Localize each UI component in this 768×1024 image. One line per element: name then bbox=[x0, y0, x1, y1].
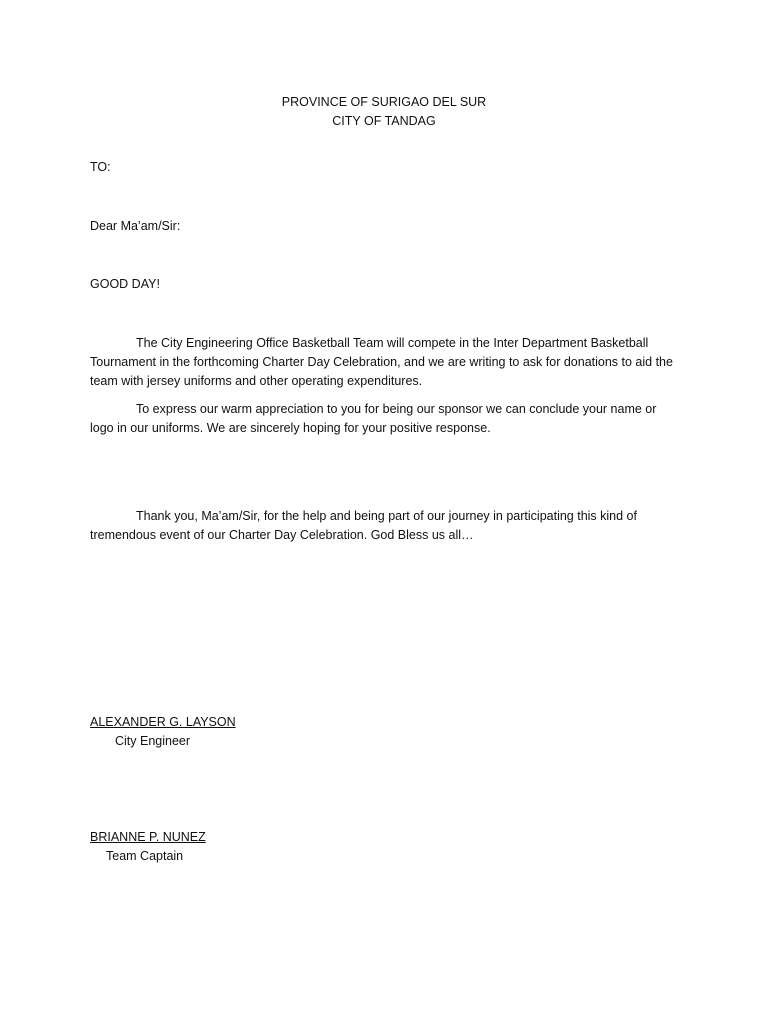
body-paragraph-2: To express our warm appreciation to you for being our sponsor we can conclude your name or logo in our uniforms. We are sincerely hoping for your positive response. bbox=[90, 402, 657, 435]
letter-header bbox=[0, 93, 768, 131]
to-label: TO: bbox=[90, 160, 111, 174]
salutation: Dear Ma’am/Sir: bbox=[90, 219, 181, 233]
signatory-name-2: BRIANNE P. NUNEZ bbox=[90, 830, 206, 844]
province-heading: PROVINCE OF SURIGAO DEL SUR bbox=[281, 95, 487, 109]
signatory-name-1: ALEXANDER G. LAYSON bbox=[90, 715, 236, 729]
city-heading: CITY OF TANDAG bbox=[332, 114, 436, 128]
signatory-title-1: City Engineer bbox=[115, 734, 191, 748]
signatory-title-2: Team Captain bbox=[106, 849, 184, 863]
body-paragraph-3: Thank you, Ma’am/Sir, for the help and being part of our journey in participating this kind of tremendous event of our Charter Day Celebration. God Bless us all… bbox=[90, 509, 637, 542]
greeting: GOOD DAY! bbox=[90, 277, 160, 291]
body-paragraph-1: The City Engineering Office Basketball Team will compete in the Inter Department Basketball Tournament in the forthcoming Charter Day Celebration, and we are writing to ask for donations to aid the team with jersey uniforms and other operating expenditures. bbox=[90, 336, 673, 388]
